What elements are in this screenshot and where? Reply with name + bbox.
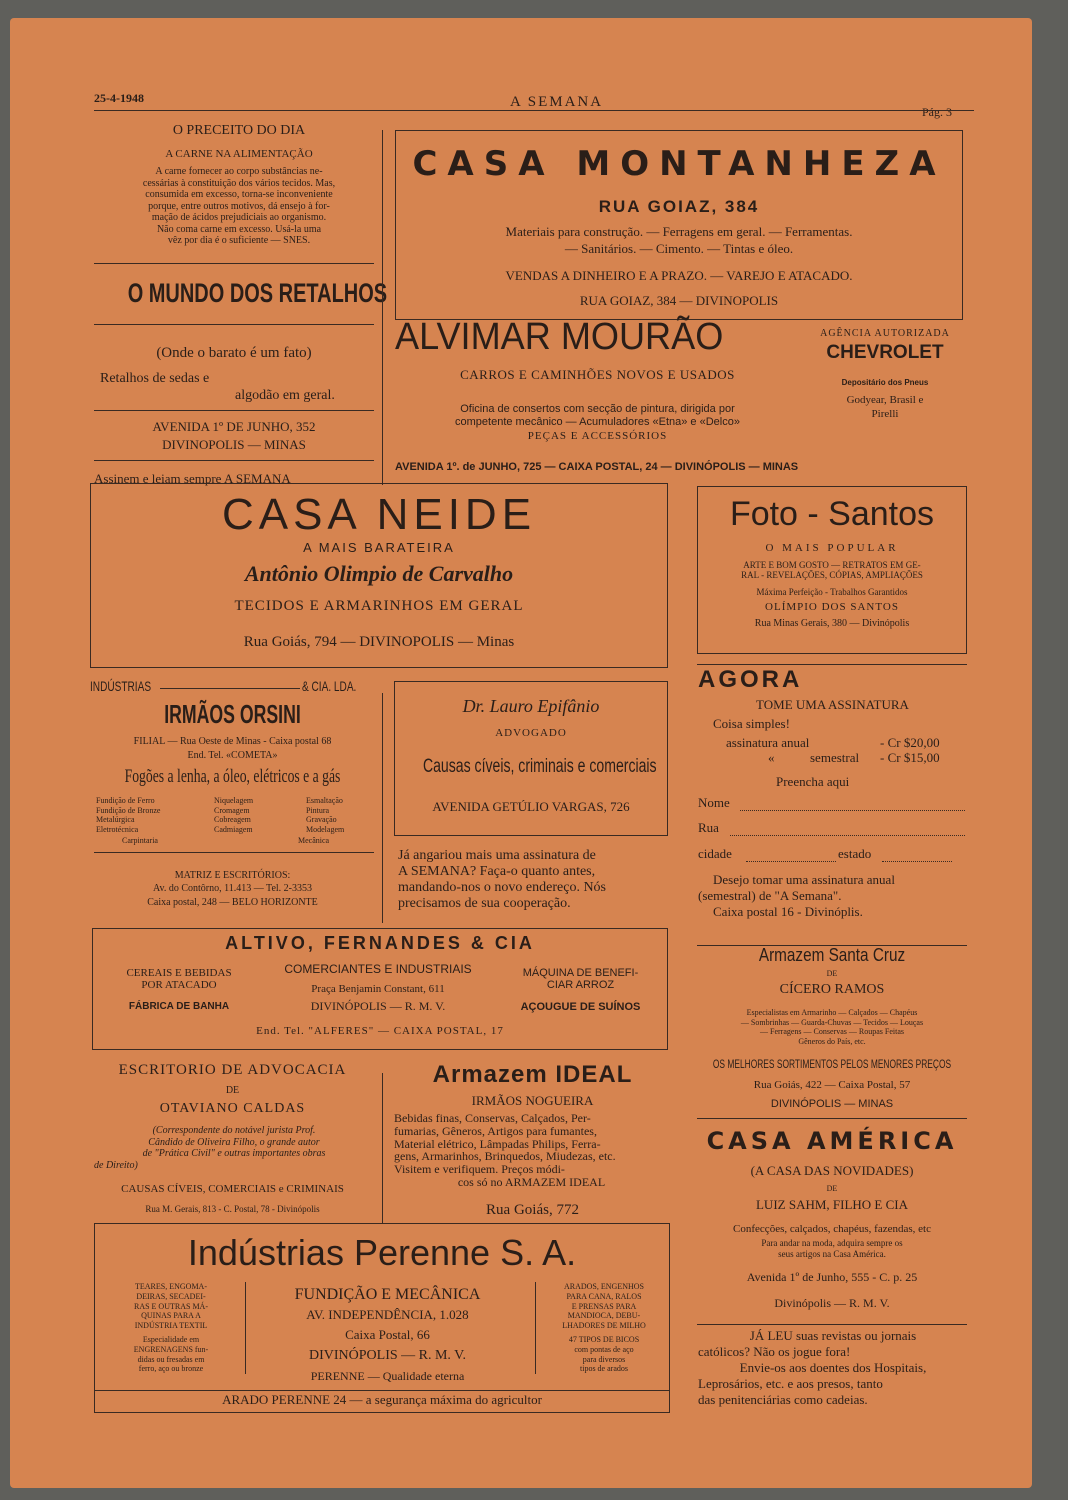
agora-desejo3: Caixa postal 16 - Divinóplis. [713, 904, 863, 919]
advocacia-address: Rua M. Gerais, 813 - C. Postal, 78 - Divinópolis [145, 1204, 320, 1214]
agora-city-field[interactable] [746, 861, 836, 862]
altivo-right3: AÇOUGUE DE SUÍNOS [520, 1001, 641, 1013]
agora-annual-label: assinatura anual [726, 735, 810, 750]
neide-owner: Antônio Olimpio de Carvalho [244, 561, 514, 586]
lauro-role: ADVOGADO [495, 727, 567, 739]
neide-goods: TECIDOS E ARMARINHOS EM GERAL [234, 598, 524, 614]
preceito-title: O PRECEITO DO DIA [172, 123, 306, 138]
neide-tagline: A MAIS BARATEIRA [303, 540, 455, 555]
alvimar-agency: AGÊNCIA AUTORIZADA [820, 328, 950, 339]
orsini-col2: Niquelagem Cromagem Cobreagem Cadmiagem [214, 796, 254, 834]
altivo-left3: FÁBRICA DE BANHA [128, 1001, 230, 1012]
agora-annual-price: - Cr $20,00 [880, 735, 940, 750]
alvimar-footer: AVENIDA 1º. de JUNHO, 725 — CAIXA POSTAL, 24 — DIVINÓPOLIS — MINAS [395, 461, 799, 473]
retalhos-tagline: (Onde o barato é um fato) [156, 345, 312, 361]
foto-line3: Máxima Perfeição - Trabalhos Garantidos [756, 587, 908, 597]
orsini-bottom2: Mecânica [298, 836, 330, 845]
lauro-name: Dr. Lauro Epifânio [462, 696, 600, 716]
santacruz-city: DIVINÓPOLIS — MINAS [770, 1098, 894, 1110]
advocacia-title: ESCRITORIO DE ADVOCACIA [118, 1062, 347, 1078]
ideal-lines: Bebidas finas, Conservas, Calçados, Per- fumarias, Gêneros, Artigos para fumantes, Material elétrico, Lâmpadas Philips, Ferra- gens, Armarinhos, Brinquedos, Miudezas, etc. Visitem e verifiquem. Preços módi- cos só no ARMAZEM IDEAL [394, 1111, 616, 1189]
foto-line2: RAL - REVELAÇÕES, CÓPIAS, AMPLIAÇÕES [741, 570, 923, 580]
foto-owner: OLÍMPIO DOS SANTOS [765, 601, 899, 613]
lauro-address: AVENIDA GETÚLIO VARGAS, 726 [432, 799, 630, 814]
agora-line2: Coisa simples! [713, 716, 790, 731]
agora-name-field[interactable] [740, 810, 965, 811]
foto-address: Rua Minas Gerais, 380 — Divinópolis [754, 618, 910, 629]
santacruz-owner: CÍCERO RAMOS [779, 982, 885, 997]
america-title: CASA AMÉRICA [706, 1127, 958, 1155]
perenne-ad [94, 1223, 670, 1413]
montanheza-line3: VENDAS A DINHEIRO E A PRAZO. — VAREJO E ATACADO. [505, 268, 853, 283]
santacruz-title: Armazem Santa Cruz [758, 945, 906, 965]
america-line3: seus artigos na Casa América. [778, 1249, 886, 1259]
agora-desejo2: (semestral) de "A Semana". [698, 888, 842, 903]
santacruz-address: Rua Goiás, 422 — Caixa Postal, 57 [753, 1079, 911, 1091]
altivo-title: ALTIVO, FERNANDES & CIA [225, 933, 535, 953]
orsini-bottom1: Carpintaria [122, 836, 158, 845]
alvimar-depositario: Depositário dos Pneus [841, 378, 929, 387]
newspaper-title: A SEMANA [510, 94, 604, 110]
orsini-filial: FILIAL — Rua Oeste de Minas - Caixa postal 68 [133, 736, 332, 747]
altivo-center2: Praça Benjamin Constant, 611 [311, 983, 445, 995]
advocacia-de: DE [225, 1085, 240, 1096]
orsini-top-right: & CIA. LDA. [302, 678, 357, 694]
montanheza-line1: Materiais para construção. — Ferragens em geral. — Ferramentas. [505, 224, 853, 239]
foto-santos-ad [697, 486, 967, 654]
perenne-right: ARADOS, ENGENHOS PARA CANA, RALOS E PRENSAS PARA MANDIOCA, DEBU- LHADORES DE MILHO 47 TIPOS DE BICOS com pontas de aço para diversos tipos de arados [535, 1282, 668, 1374]
orsini-col3: Esmaltação Pintura Gravação Modelagem [306, 796, 345, 834]
montanheza-title: CASA MONTANHEZA [412, 144, 946, 184]
america-address: Avenida 1º de Junho, 555 - C. p. 25 [746, 1270, 918, 1284]
orsini-addr2: Caixa postal, 248 — BELO HORIZONTE [147, 897, 318, 908]
foto-tagline: O MAIS POPULAR [765, 542, 899, 554]
preceito-subtitle: A CARNE NA ALIMENTAÇÃO [165, 148, 313, 160]
america-line2: Para andar na moda, adquira sempre os [761, 1238, 903, 1248]
agora-semester-price: - Cr $15,00 [880, 750, 940, 765]
neide-ad [90, 483, 668, 668]
retalhos-line1: Retalhos de sedas e [100, 371, 210, 386]
america-line1: Confecções, calçados, chapéus, fazendas, etc [733, 1223, 931, 1235]
santacruz-slogan: OS MELHORES SORTIMENTOS PELOS MENORES PREÇOS [712, 1057, 952, 1071]
agora-fill-label: Preencha aqui [776, 774, 850, 789]
america-de: DE [826, 1184, 838, 1193]
perenne-center1: FUNDIÇÃO E MECÂNICA [294, 1286, 481, 1303]
page-number: Pág. 3 [922, 105, 952, 119]
agora-name-label: Nome [698, 795, 730, 810]
orsini-top-left: INDÚSTRIAS [90, 678, 152, 694]
alvimar-subtitle: CARROS E CAMINHÕES NOVOS E USADOS [460, 367, 735, 382]
column-rule-left-mid [382, 693, 383, 923]
foto-line1: ARTE E BOM GOSTO — RETRATOS EM GE- [743, 560, 921, 570]
lauro-cases: Causas cíveis, criminais e comerciais [422, 756, 657, 777]
newspaper-page [10, 18, 1032, 1488]
alvimar-title: ALVIMAR MOURÃO [395, 316, 724, 358]
agora-semester-mark: « [768, 750, 775, 765]
orsini-tel: End. Tel. «COMETA» [187, 750, 278, 761]
america-city: Divinópolis — R. M. V. [774, 1296, 890, 1310]
alvimar-line1: Oficina de consertos com secção de pintura, dirigida por [460, 403, 735, 415]
altivo-left2: POR ATACADO [141, 979, 217, 991]
altivo-left1: CEREAIS E BEBIDAS [126, 967, 232, 979]
neide-address: Rua Goiás, 794 — DIVINOPOLIS — Minas [243, 634, 515, 650]
altivo-right2: CIAR ARROZ [546, 979, 615, 991]
column-rule-left-bottom [382, 1073, 383, 1223]
perenne-title: Indústrias Perenne S. A. [187, 1232, 577, 1273]
retalhos-line2: algodão em geral. [235, 388, 335, 403]
alvimar-tires1: Godyear, Brasil e [846, 394, 924, 406]
column-rule-left-top [382, 130, 383, 485]
advocacia-name: OTAVIANO CALDAS [159, 1101, 306, 1116]
perenne-footer: ARADO PERENNE 24 — a segurança máxima do agricultor [222, 1392, 542, 1407]
montanheza-line2: — Sanitários. — Cimento. — Tintas e óleo. [564, 241, 794, 256]
retalhos-address1: AVENIDA 1º DE JUNHO, 352 [152, 419, 316, 434]
ideal-address: Rua Goiás, 772 [486, 1202, 579, 1218]
advocacia-lines: (Correspondente do notável jurista Prof. Cândido de Oliveira Filho, o grande autor de "Prática Civil" e outras importantes obras de Direito) [94, 1125, 326, 1171]
preceito-text: A carne fornecer ao corpo substâncias ne- cessárias à constituição dos vários tecidos. Mas, consumida em excesso, torna-se inconveniente porque, entre outros motivos, dá ensejo à for- mação de ácidos prejudiciais ao organismo. Não coma carne em excesso. Usá-la uma vêz por dia é o suficiente — SNES. [142, 166, 336, 246]
america-owner: LUIZ SAHM, FILHO E CIA [755, 1197, 909, 1212]
perenne-left: TEARES, ENGOMA- DEIRAS, SECADEI- RAS E OUTRAS MÁ- QUINAS PARA A INDÚSTRIA TEXTIL Especialidade em ENGRENAGENS fun- didas ou fresadas em ferro, aço ou bronze [101, 1282, 246, 1374]
alvimar-line2: competente mecânico — Acumuladores «Etna» e «Delco» [455, 416, 740, 428]
retalhos-footer: Assinem e leiam sempre A SEMANA [94, 471, 291, 486]
santacruz-de: DE [826, 969, 838, 978]
orsini-matriz: MATRIZ E ESCRITÓRIOS: [174, 870, 291, 881]
altivo-center3: DIVINÓPOLIS — R. M. V. [310, 999, 446, 1013]
montanheza-line4: RUA GOIAZ, 384 — DIVINOPOLIS [579, 293, 779, 308]
agora-title: AGORA [698, 666, 803, 693]
altivo-footer: End. Tel. "ALFERES" — CAIXA POSTAL, 17 [256, 1025, 504, 1037]
montanheza-street: RUA GOIAZ, 384 [598, 197, 760, 216]
perenne-center2: AV. INDEPENDÊNCIA, 1.028 [306, 1307, 469, 1322]
agora-state-field[interactable] [882, 861, 952, 862]
alvimar-brand: CHEVROLET [826, 342, 944, 363]
altivo-right1: MÁQUINA DE BENEFI- [522, 967, 639, 979]
agora-line1: TOME UMA ASSINATURA [756, 697, 909, 712]
ideal-owner: IRMÃOS NOGUEIRA [471, 1093, 594, 1108]
orsini-product: Fogões a lenha, a óleo, elétricos e a gás [124, 766, 341, 787]
neide-title: CASA NEIDE [221, 490, 537, 539]
foto-title: Foto - Santos [729, 495, 935, 533]
america-tagline: (A CASA DAS NOVIDADES) [750, 1163, 914, 1178]
alvimar-line3: PEÇAS E ACCESSÓRIOS [527, 430, 668, 442]
altivo-ad [92, 928, 668, 1050]
perenne-center4: DIVINÓPOLIS — R. M. V. [308, 1348, 466, 1363]
orsini-addr1: Av. do Contôrno, 11.413 — Tel. 2-3353 [152, 883, 312, 894]
montanheza-ad [395, 130, 963, 320]
lauro-ad [394, 681, 668, 836]
agora-desejo1: Desejo tomar uma assinatura anual [713, 872, 895, 887]
alvimar-tires2: Pirelli [871, 408, 899, 420]
santacruz-lines: Especialistas em Armarinho — Calçados — Chapéus — Sombrinhas — Guarda-Chuvas — Tecidos — Louças — Ferragens — Conservas — Roupas Feitas Gêneros do País, etc. [740, 1008, 924, 1046]
ideal-title: Armazem IDEAL [432, 1061, 633, 1088]
agora-street-label: Rua [698, 820, 719, 835]
perenne-center5: PERENNE — Qualidade eterna [310, 1369, 465, 1383]
altivo-center1: COMERCIANTES E INDUSTRIAIS [284, 962, 472, 976]
agora-city-label: cidade [698, 846, 732, 861]
orsini-title: IRMÃOS ORSINI [164, 699, 301, 729]
america-note: JÁ LEU suas revistas ou jornais católicos? Não os jogue fora! Envie-os aos doentes dos Hospitais, Leprosários, etc. e aos presos, tanto das penitenciárias como cadeias. [698, 1328, 927, 1407]
retalhos-address2: DIVINOPOLIS — MINAS [162, 437, 306, 452]
issue-date: 25-4-1948 [94, 91, 144, 105]
retalhos-title: O MUNDO DOS RETALHOS [127, 278, 388, 308]
lauro-note: Já angariou mais uma assinatura de A SEMANA? Faça-o quanto antes, mandando-nos o novo endereço. Nós precisamos de sua cooperação. [398, 848, 607, 911]
perenne-center3: Caixa Postal, 66 [345, 1327, 430, 1342]
advocacia-causes: CAUSAS CÍVEIS, COMERCIAIS e CRIMINAIS [121, 1183, 344, 1195]
agora-street-field[interactable] [730, 835, 965, 836]
agora-semester-label: semestral [810, 750, 860, 765]
agora-state-label: estado [838, 846, 872, 861]
orsini-col1: Fundição de Ferro Fundição de Bronze Metalúrgica Eletrotécnica [96, 796, 161, 834]
